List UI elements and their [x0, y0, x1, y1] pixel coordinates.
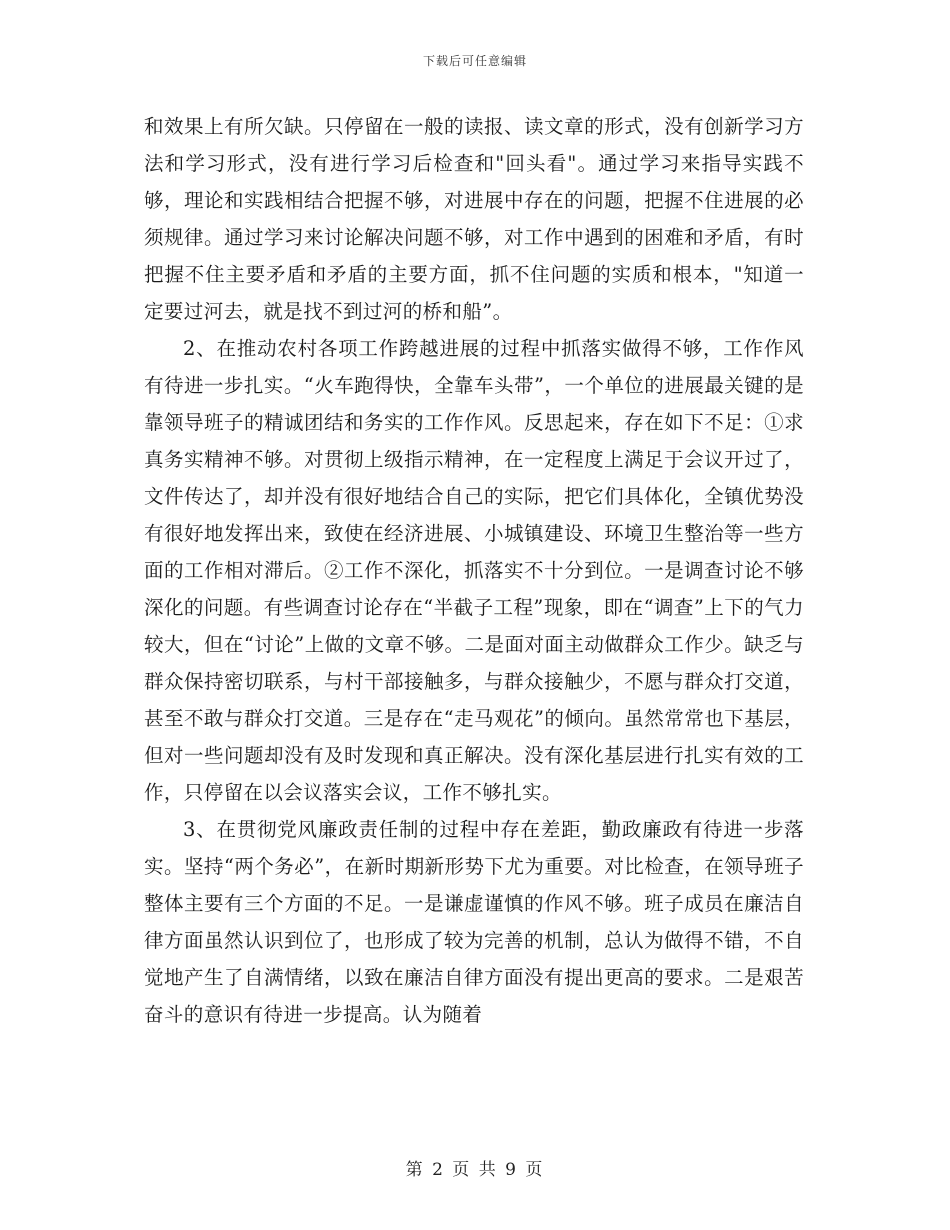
paragraph-1: 和效果上有所欠缺。只停留在一般的读报、读文章的形式，没有创新学习方法和学习形式，没有进行学习后检查和"回头看"。通过学习来指导实践不够，理论和实践相结合把握不够，对进展中存在的问题，把握不住进展的必须规律。通过学习来讨论解决问题不够，对工作中遇到的困难和矛盾，有时把握不住主要矛盾和矛盾的主要方面，抓不住问题的实质和根本，"知道一定要过河去，就是找不到过河的桥和船”。 [144, 115, 804, 323]
page-header: 下载后可任意编辑 [422, 54, 527, 68]
paragraph-2: 2、在推动农村各项工作跨越进展的过程中抓落实做得不够，工作作风有待进一步扎实。“火车跑得快，全靠车头带”，一个单位的进展最关键的是靠领导班子的精诚团结和务实的工作作风。反思起来，存在如下不足：①求真务实精神不够。对贯彻上级指示精神，在一定程度上满足于会议开过了，文件传达了，却并没有很好地结合自己的实际，把它们具体化，全镇优势没有很好地发挥出来，致使在经济进展、小城镇建设、环境卫生整治等一些方面的工作相对滞后。②工作不深化，抓落实不十分到位。一是调查讨论不够深化的问题。有些调查讨论存在“半截子工程”现象，即在“调查”上下的气力较大，但在“讨论”上做的文章不够。二是面对面主动做群众工作少。缺乏与群众保持密切联系，与村干部接触多，与群众接触少，不愿与群众打交道，甚至不敢与群众打交道。三是存在“走马观花”的倾向。虽然常常也下基层，但对一些问题却没有及时发现和真正解决。没有深化基层进行扎实有效的工作，只停留在以会议落实会议，工作不够扎实。 [144, 337, 804, 804]
paragraph-3: 3、在贯彻党风廉政责任制的过程中存在差距，勤政廉政有待进一步落实。坚持“两个务必”，在新时期新形势下尤为重要。对比检查，在领导班子整体主要有三个方面的不足。一是谦虚谨慎的作风不够。班子成员在廉洁自律方面虽然认识到位了，也形成了较为完善的机制，总认为做得不错，不自觉地产生了自满情绪，以致在廉洁自律方面没有提出更高的要求。二是艰苦奋斗的意识有待进一步提高。认为随着 [144, 818, 804, 1026]
page-number: 第 2 页 共 9 页 [405, 1160, 545, 1180]
body-text [144, 108, 804, 1033]
